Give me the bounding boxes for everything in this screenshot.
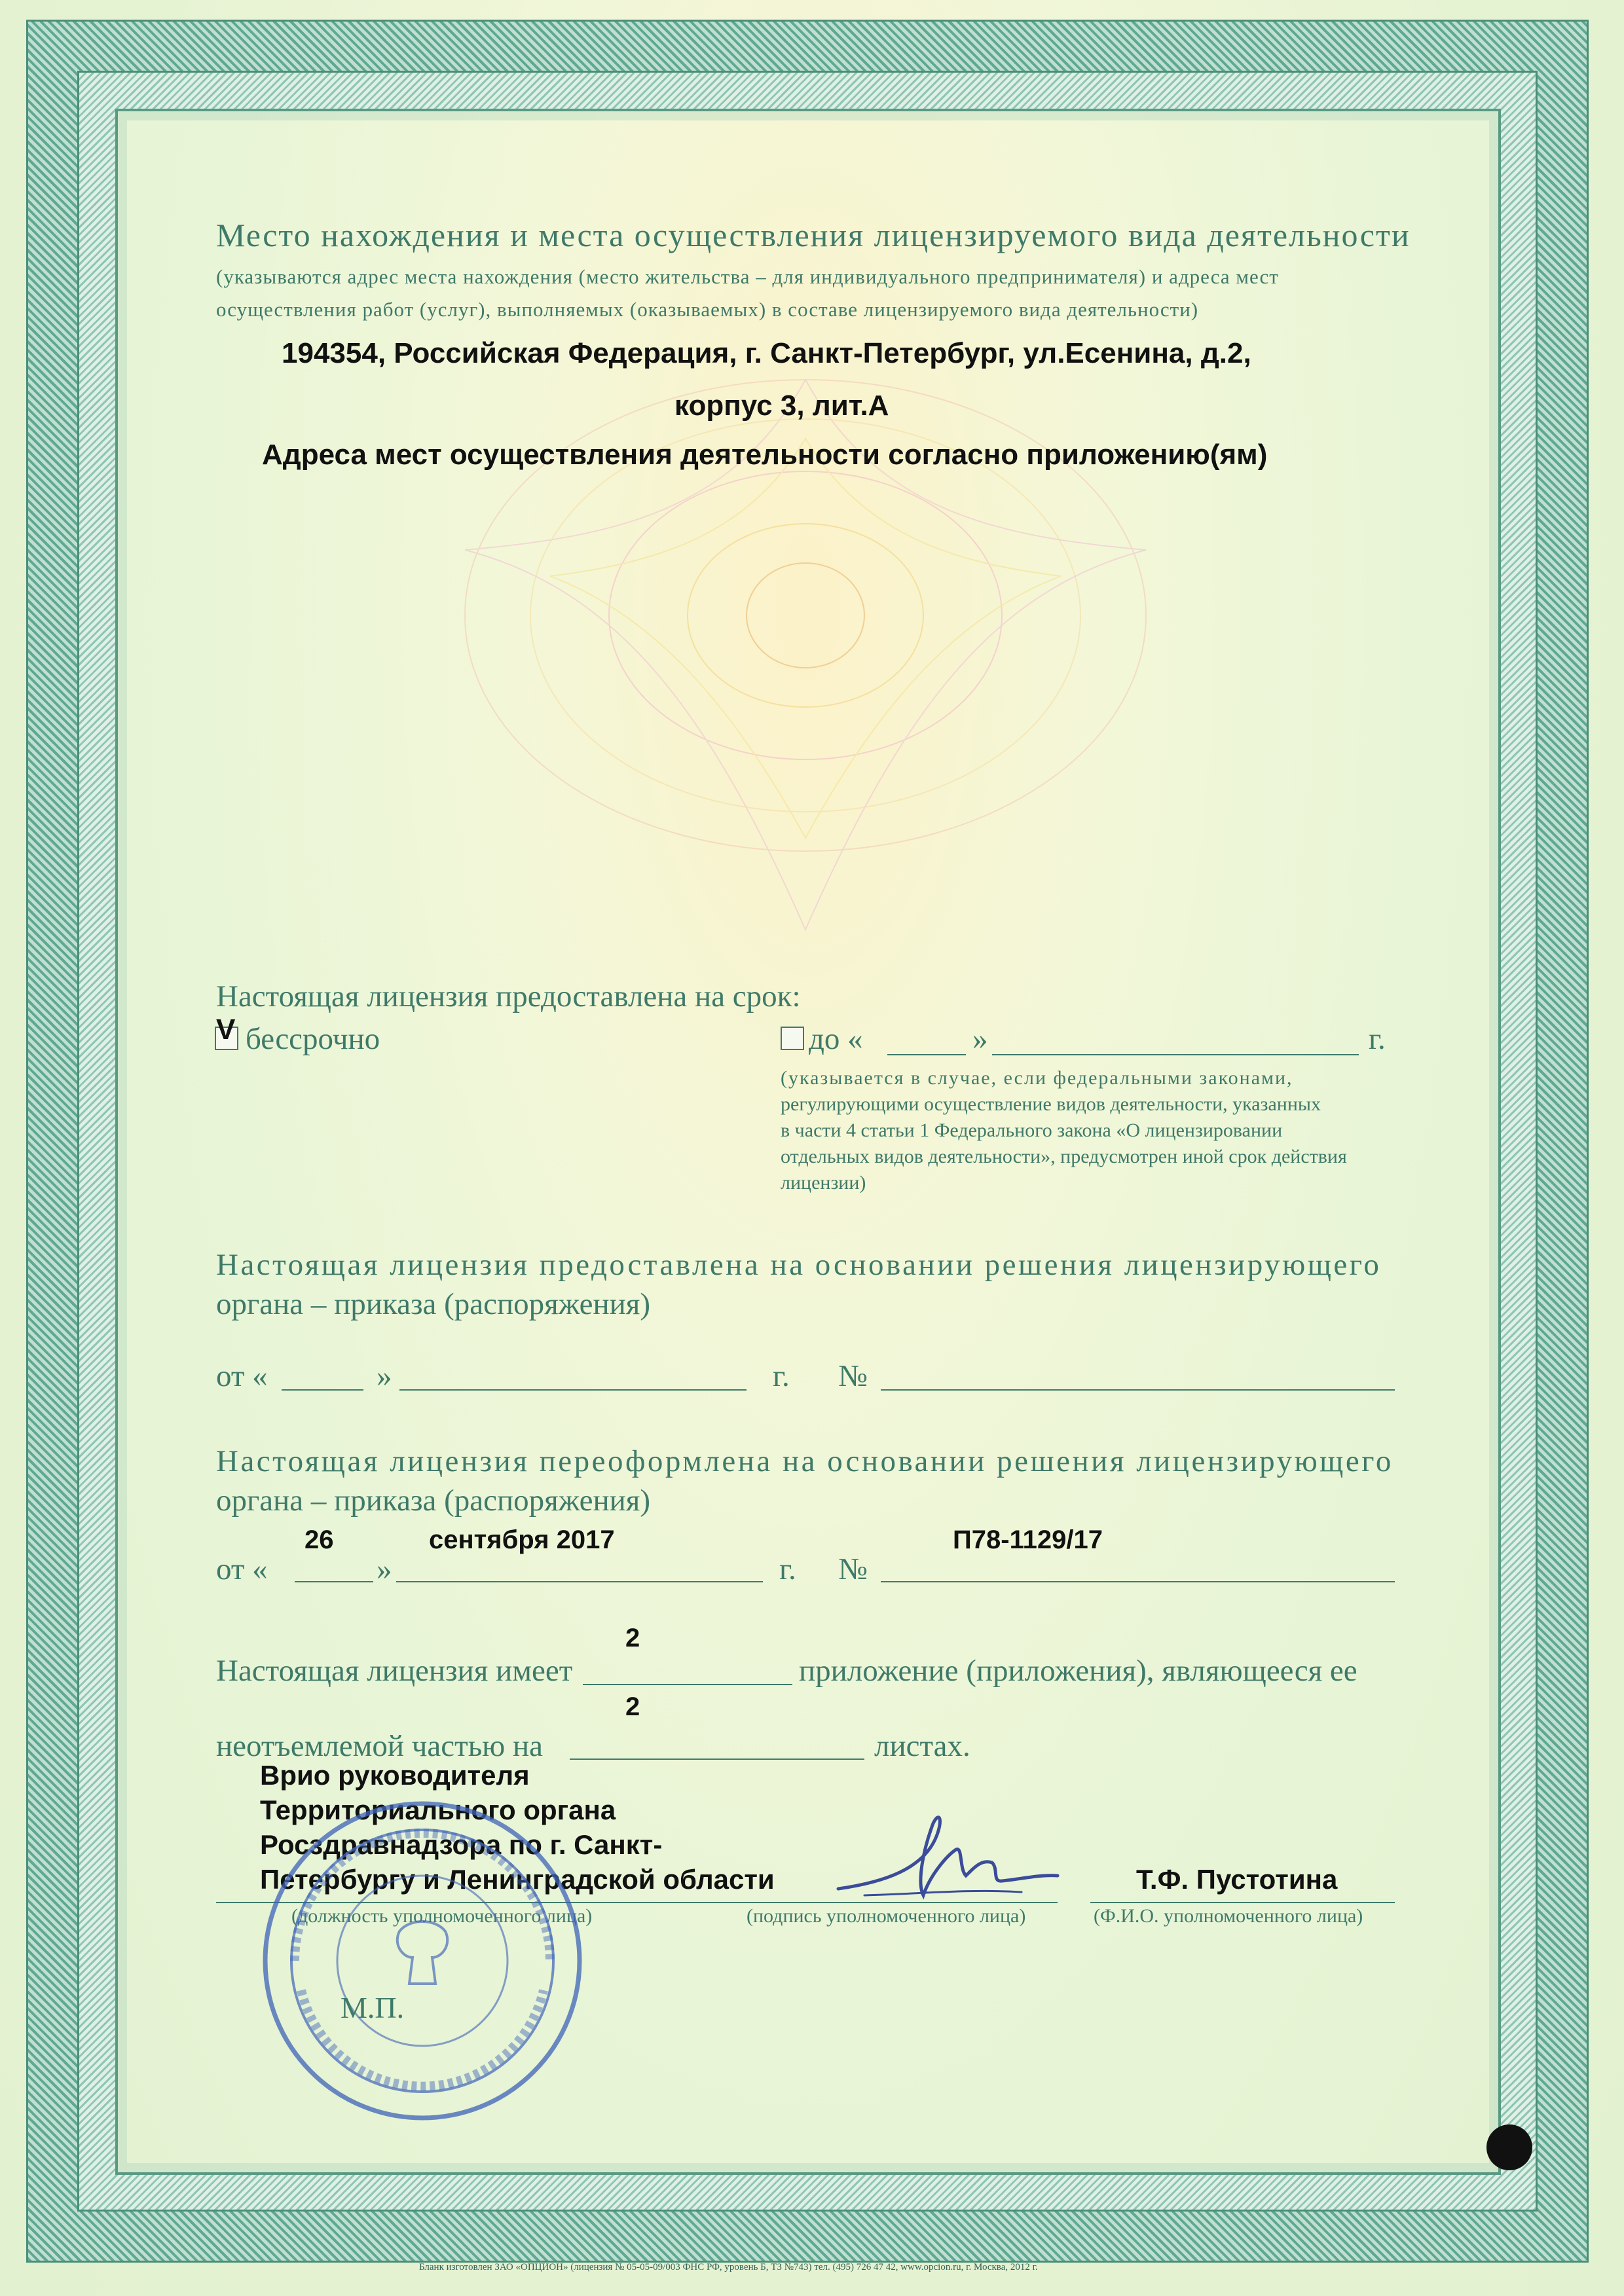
annex-text: листах. [874,1729,970,1763]
term-note: отдельных видов деятельности», предусмотрен иной срок действия [781,1146,1347,1167]
signatory-name: Т.Ф. Пустотина [1136,1864,1338,1895]
signatory-position: Петербургу и Ленинградской области [260,1864,775,1895]
term-note: (указывается в случае, если федеральными законами, [781,1067,1293,1089]
annex-text: Настоящая лицензия имеет [216,1654,573,1688]
basis-number-line [881,1389,1395,1391]
reissue-from-label: от « [216,1552,268,1586]
address-note: осуществления работ (услуг), выполняемых (оказываемых) в составе лицензируемого вида деятельности) [216,298,1199,321]
annex-count: 2 [625,1624,640,1652]
until-label: до « [809,1022,863,1056]
address-note: (указываются адрес места нахождения (место жительства – для индивидуального предпринимателя) и адреса мест [216,265,1279,288]
signatory-position: Росздравнадзора по г. Санкт- [260,1829,663,1860]
reissue-number-line [881,1581,1395,1582]
address-appendix-note: Адреса мест осуществления деятельности согласно приложению(ям) [262,439,1268,471]
name-line [1090,1902,1395,1903]
indefinite-label: бессрочно [246,1022,380,1056]
reissue-close-quote: » [377,1552,392,1586]
seal-label: М.П. [341,1991,405,2024]
basis-from-label: от « [216,1359,268,1393]
basis-text: Настоящая лицензия предоставлена на основании решения лицензирующего [216,1248,1382,1282]
basis-close-quote: » [377,1359,392,1393]
until-day-line [887,1054,966,1055]
basis-day-line [282,1389,363,1391]
until-close-quote: » [972,1022,988,1056]
signatory-position: Врио руководителя [260,1760,530,1791]
official-seal [255,1794,589,2128]
handwritten-signature [825,1797,1067,1922]
reissue-text: органа – приказа (распоряжения) [216,1484,651,1518]
check-mark: V [216,1013,236,1046]
name-caption: (Ф.И.О. уполномоченного лица) [1094,1905,1363,1927]
term-label: Настоящая лицензия предоставлена на срок: [216,979,801,1013]
annex-sheets-line [570,1758,864,1760]
reissue-text: Настоящая лицензия переоформлена на основании решения лицензирующего [216,1444,1393,1478]
reissue-month-line [396,1581,763,1582]
reissue-year-suffix: г. [779,1552,796,1586]
reissue-day: 26 [304,1525,334,1554]
term-note: регулирующими осуществление видов деятельности, указанных [781,1093,1321,1115]
address-line: корпус 3, лит.А [674,390,889,422]
until-month-line [992,1054,1359,1055]
basis-number-label: № [838,1359,868,1393]
reissue-number-label: № [838,1552,868,1586]
reissue-day-line [295,1581,373,1582]
signature-caption: (подпись уполномоченного лица) [747,1905,1026,1927]
basis-text: органа – приказа (распоряжения) [216,1287,651,1321]
until-checkbox [781,1027,804,1050]
annex-sheets: 2 [625,1692,640,1721]
reissue-month-year: сентября 2017 [429,1525,615,1554]
position-caption: (должность уполномоченного лица) [291,1905,593,1927]
basis-year-suffix: г. [773,1359,790,1393]
annex-text: приложение (приложения), являющееся ее [799,1654,1357,1688]
printer-imprint: Бланк изготовлен ЗАО «ОПЦИОН» (лицензия № 05-05-09/003 ФНС РФ, уровень Б, ТЗ №743) тел. (495) 726 47 42, www.opcion.ru, г. Москва, 2012 г. [419,2262,1038,2272]
annex-count-line [583,1684,792,1685]
basis-month-line [399,1389,747,1391]
reissue-number: П78-1129/17 [953,1525,1103,1554]
term-note: лицензии) [781,1172,866,1194]
page-title: Место нахождения и места осуществления лицензируемого вида деятельности [216,217,1411,253]
hole-punch-mark [1486,2124,1532,2170]
address-line: 194354, Российская Федерация, г. Санкт-Петербург, ул.Есенина, д.2, [282,337,1251,369]
signatory-position: Территориального органа [260,1795,616,1825]
annex-text: неотъемлемой частью на [216,1729,544,1763]
until-year-suffix: г. [1369,1022,1386,1056]
term-note: в части 4 статьи 1 Федерального закона «О лицензировании [781,1120,1283,1141]
